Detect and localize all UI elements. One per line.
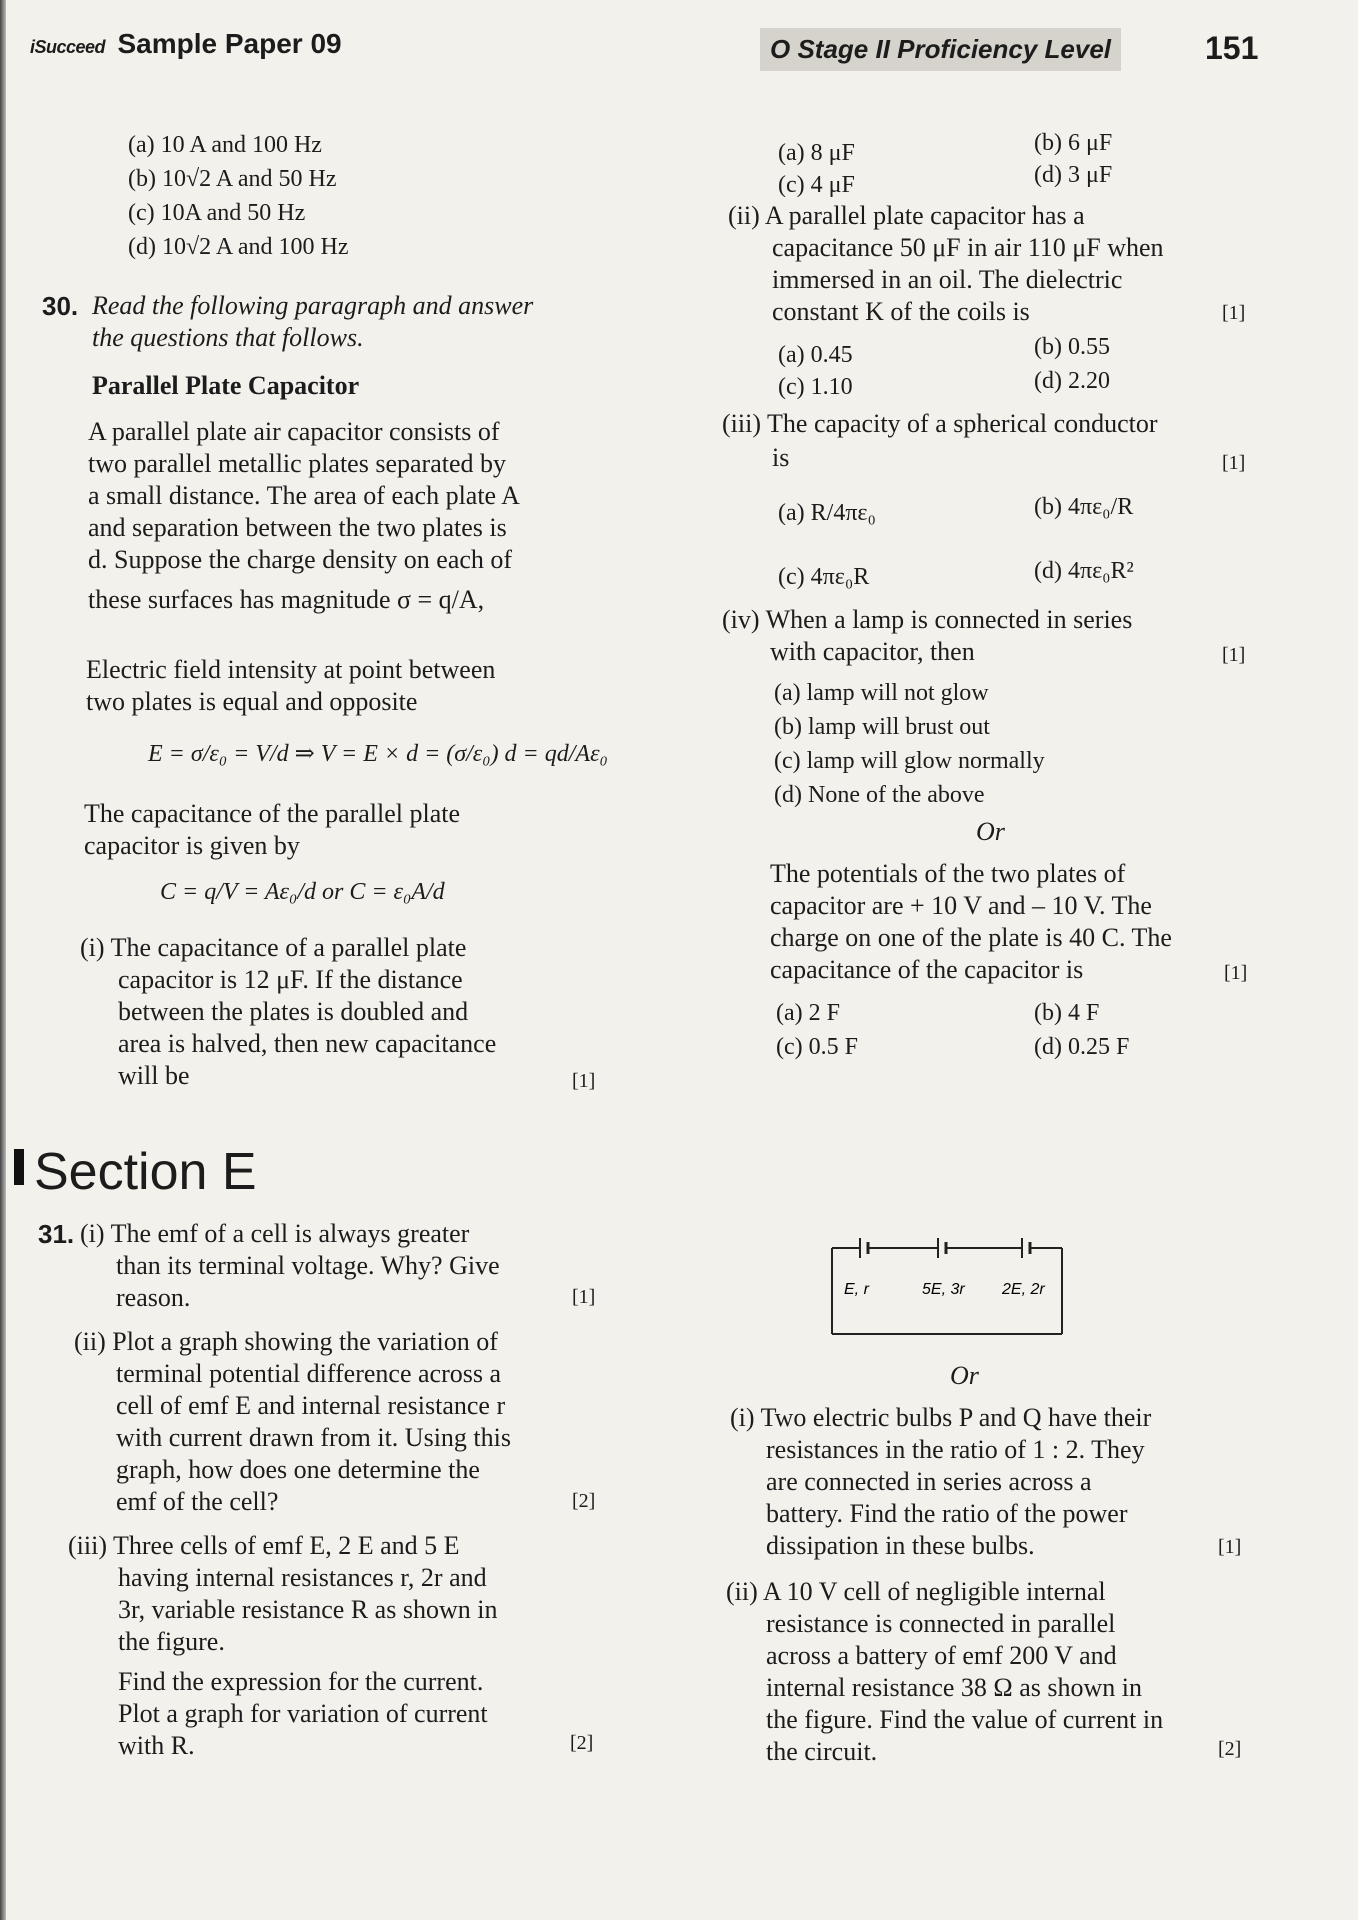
q31-or-i-line: (i) Two electric bulbs P and Q have their bbox=[730, 1403, 1152, 1432]
q31-or-ii-line: the circuit. bbox=[766, 1737, 878, 1766]
q31-or: Or bbox=[950, 1361, 979, 1390]
q31-or-i-line: battery. Find the ratio of the power bbox=[766, 1499, 1128, 1528]
q30-i-line: will be bbox=[118, 1061, 190, 1090]
section-bar-icon bbox=[14, 1149, 24, 1185]
q31-ii-line: (ii) Plot a graph showing the variation of bbox=[74, 1327, 498, 1356]
q31-number: 31. bbox=[38, 1219, 75, 1249]
q30-para-line: d. Suppose the charge density on each of bbox=[88, 545, 513, 574]
stage-banner: O Stage II Proficiency Level bbox=[760, 28, 1121, 71]
q31-or-i-line: resistances in the ratio of 1 : 2. They bbox=[766, 1435, 1145, 1464]
q30-ii-option-b: (b) 0.55 bbox=[1034, 334, 1110, 360]
q30-para2-line: Electric field intensity at point between bbox=[86, 655, 496, 684]
sample-paper-title: Sample Paper 09 bbox=[117, 28, 342, 59]
q30-ii-option-d: (d) 2.20 bbox=[1034, 368, 1110, 394]
q30-or-line: capacitor are + 10 V and – 10 V. The bbox=[770, 891, 1152, 920]
q31-ii-line: terminal potential difference across a bbox=[116, 1359, 502, 1388]
q30-or-option-a: (a) 2 F bbox=[776, 1000, 840, 1026]
cell-label-2: 5E, 3r bbox=[922, 1281, 965, 1298]
q30-instruction-1: Read the following paragraph and answer bbox=[92, 291, 534, 320]
q31-iii-line: the figure. bbox=[118, 1627, 225, 1656]
q30-or-option-b: (b) 4 F bbox=[1034, 1000, 1100, 1026]
q30-para3-line: capacitor is given by bbox=[84, 831, 300, 860]
q31-i-line: reason. bbox=[116, 1283, 191, 1312]
q30-number: 30. bbox=[42, 291, 79, 321]
brand-logo: iSucceed bbox=[30, 37, 106, 57]
q30-i-option-d: (d) 3 μF bbox=[1034, 162, 1113, 188]
q30-or-option-d: (d) 0.25 F bbox=[1034, 1034, 1130, 1060]
q30-para-line: two parallel metallic plates separated by bbox=[88, 449, 506, 478]
formula-electric-field: E = σ/ε₀ = V/d ⇒ V = E × d = (σ/ε₀) d = qd/Aε₀ bbox=[148, 741, 608, 767]
q31-i-line: than its terminal voltage. Why? Give bbox=[116, 1251, 500, 1280]
q30-or-line: capacitance of the capacitor is bbox=[770, 955, 1084, 984]
q30-ii-line: constant K of the coils is bbox=[772, 297, 1030, 326]
q30-instruction-2: the questions that follows. bbox=[92, 323, 364, 352]
q31-or-ii-line: the figure. Find the value of current in bbox=[766, 1705, 1164, 1734]
q31-or-ii-line: resistance is connected in parallel bbox=[766, 1609, 1116, 1638]
q31-iii-find-line: with R. bbox=[118, 1731, 195, 1760]
q30-para3-line: The capacitance of the parallel plate bbox=[84, 799, 461, 828]
q30-ii-option-c: (c) 1.10 bbox=[778, 374, 853, 400]
q31-iii-marks: [2] bbox=[570, 1732, 594, 1754]
q30-para2-line: two plates is equal and opposite bbox=[86, 687, 418, 716]
q30-or: Or bbox=[976, 817, 1005, 846]
cell-label-1: E, r bbox=[844, 1281, 869, 1298]
section-title bbox=[14, 1142, 257, 1202]
q31-iii-line: 3r, variable resistance R as shown in bbox=[118, 1595, 498, 1624]
q30-i-line: capacitor is 12 μF. If the distance bbox=[118, 965, 463, 994]
q29-option-b: (b) 10√2 A and 50 Hz bbox=[128, 166, 337, 192]
q30-para-line: and separation between the two plates is bbox=[88, 513, 507, 542]
q31-or-ii-marks: [2] bbox=[1218, 1738, 1242, 1760]
q30-para-line: A parallel plate air capacitor consists of bbox=[88, 417, 500, 446]
q30-heading: Parallel Plate Capacitor bbox=[92, 371, 360, 400]
q31-ii-line: graph, how does one determine the bbox=[116, 1455, 480, 1484]
circuit-diagram bbox=[826, 1236, 1066, 1340]
q30-or-line: charge on one of the plate is 40 C. The bbox=[770, 923, 1172, 952]
q30-or-line: The potentials of the two plates of bbox=[770, 859, 1126, 888]
q31-ii-line: cell of emf E and internal resistance r bbox=[116, 1391, 506, 1420]
q30-ii-line: capacitance 50 μF in air 110 μF when bbox=[772, 233, 1164, 262]
q31-iii-find-line: Plot a graph for variation of current bbox=[118, 1699, 488, 1728]
q30-i-line: (i) The capacitance of a parallel plate bbox=[80, 933, 467, 962]
q30-i-marks: [1] bbox=[572, 1070, 596, 1092]
q30-iii-option-b: (b) 4πε₀/R bbox=[1034, 494, 1134, 520]
formula-capacitance: C = q/V = Aε₀/d or C = ε₀A/d bbox=[160, 879, 445, 905]
q30-ii-marks: [1] bbox=[1222, 302, 1246, 324]
q30-iv-line: (iv) When a lamp is connected in series bbox=[722, 605, 1133, 634]
q30-para-line: these surfaces has magnitude σ = q/A, bbox=[88, 585, 485, 614]
q30-or-option-c: (c) 0.5 F bbox=[776, 1034, 858, 1060]
q29-option-c: (c) 10A and 50 Hz bbox=[128, 200, 306, 226]
page-number: 151 bbox=[1205, 30, 1259, 66]
q29-option-a: (a) 10 A and 100 Hz bbox=[128, 132, 322, 158]
q31-or-i-marks: [1] bbox=[1218, 1536, 1242, 1558]
q30-iii-line: is bbox=[772, 443, 790, 472]
q31-or-ii-line: internal resistance 38 Ω as shown in bbox=[766, 1673, 1143, 1702]
q30-iv-option-a: (a) lamp will not glow bbox=[774, 680, 989, 706]
q30-iv-option-b: (b) lamp will brust out bbox=[774, 714, 990, 740]
q30-iii-marks: [1] bbox=[1222, 452, 1246, 474]
q30-i-option-c: (c) 4 μF bbox=[778, 172, 855, 198]
q30-iii-option-a: (a) R/4πε₀ bbox=[778, 500, 876, 526]
q30-ii-line: immersed in an oil. The dielectric bbox=[772, 265, 1123, 294]
q31-or-i-line: dissipation in these bulbs. bbox=[766, 1531, 1035, 1560]
q30-iii-option-d: (d) 4πε₀R² bbox=[1034, 558, 1134, 584]
q30-i-line: area is halved, then new capacitance bbox=[118, 1029, 497, 1058]
q31-or-ii-line: across a battery of emf 200 V and bbox=[766, 1641, 1117, 1670]
q30-iii-option-c: (c) 4πε₀R bbox=[778, 564, 870, 590]
cell-label-3: 2E, 2r bbox=[1002, 1281, 1045, 1298]
q31-ii-line: with current drawn from it. Using this bbox=[116, 1423, 511, 1452]
q30-iv-option-d: (d) None of the above bbox=[774, 782, 985, 808]
q30-iv-option-c: (c) lamp will glow normally bbox=[774, 748, 1045, 774]
q31-or-ii-line: (ii) A 10 V cell of negligible internal bbox=[726, 1577, 1106, 1606]
q31-iii-line: having internal resistances r, 2r and bbox=[118, 1563, 487, 1592]
q30-or-marks: [1] bbox=[1224, 962, 1248, 984]
q31-or-i-line: are connected in series across a bbox=[766, 1467, 1092, 1496]
q30-iii-line: (iii) The capacity of a spherical conductor bbox=[722, 409, 1158, 438]
q31-ii-line: emf of the cell? bbox=[116, 1487, 279, 1516]
q30-i-option-b: (b) 6 μF bbox=[1034, 130, 1113, 156]
q31-iii-find-line: Find the expression for the current. bbox=[118, 1667, 484, 1696]
q29-option-d: (d) 10√2 A and 100 Hz bbox=[128, 234, 349, 260]
page-binding-edge bbox=[0, 0, 6, 1920]
q30-ii-line: (ii) A parallel plate capacitor has a bbox=[728, 201, 1085, 230]
q31-i-marks: [1] bbox=[572, 1286, 596, 1308]
section-title-text: Section E bbox=[34, 1143, 257, 1201]
q31-i-line: (i) The emf of a cell is always greater bbox=[80, 1219, 470, 1248]
q30-para-line: a small distance. The area of each plate A bbox=[88, 481, 520, 510]
q30-iv-line: with capacitor, then bbox=[770, 637, 975, 666]
header-left bbox=[30, 28, 342, 60]
q31-iii-line: (iii) Three cells of emf E, 2 E and 5 E bbox=[68, 1531, 460, 1560]
q30-ii-option-a: (a) 0.45 bbox=[778, 342, 853, 368]
q30-i-line: between the plates is doubled and bbox=[118, 997, 469, 1026]
q30-iv-marks: [1] bbox=[1222, 644, 1246, 666]
q30-i-option-a: (a) 8 μF bbox=[778, 140, 855, 166]
q31-ii-marks: [2] bbox=[572, 1490, 596, 1512]
